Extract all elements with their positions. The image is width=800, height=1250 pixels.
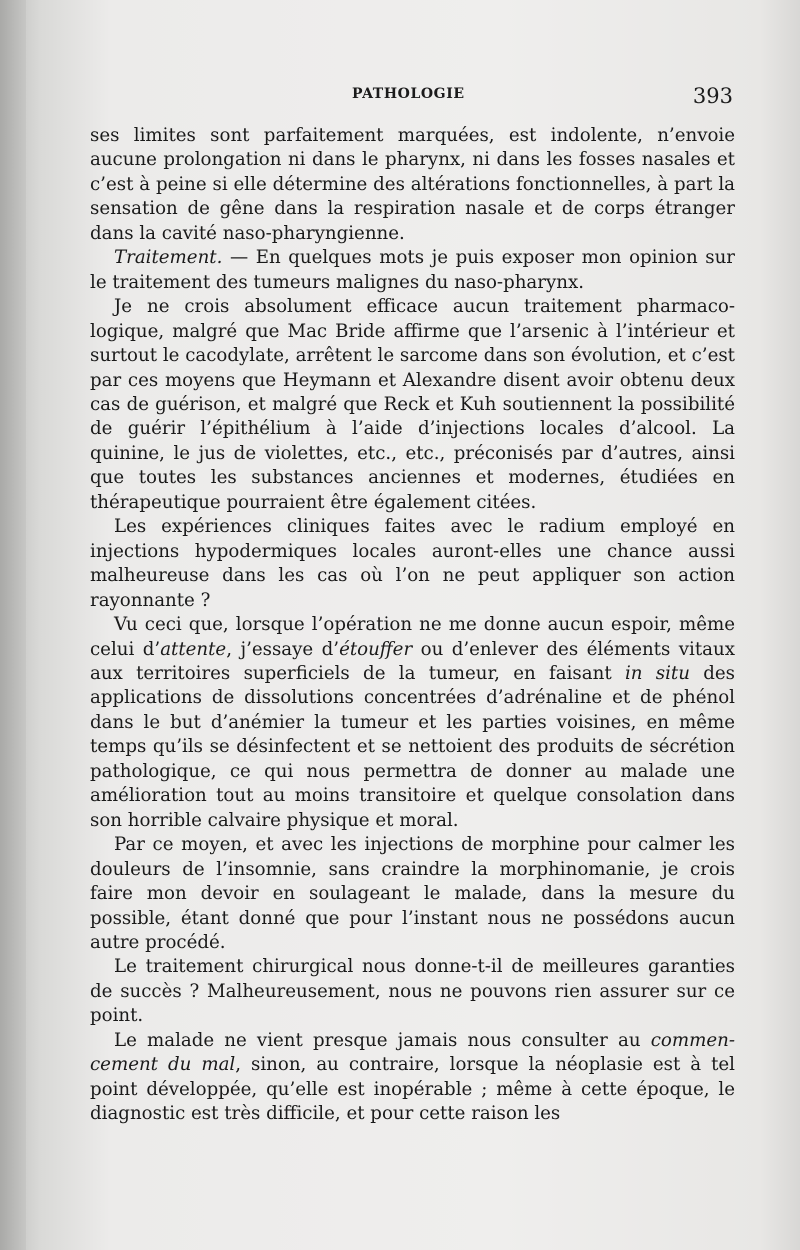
italic-text: commencement du mal	[90, 1029, 735, 1076]
text-run: , sinon, au contraire, lorsque la néoplasie est à tel point développée, qu’elle est inopérable ; même à cette époque, le diagnostic est très difficile, et pour cette raison les	[90, 1054, 735, 1125]
paragraph	[90, 955, 735, 1028]
text-run: — En quelques mots je puis exposer mon opinion sur le traitement des tumeurs malignes du naso-pharynx.	[90, 247, 735, 293]
text-run: , j’essaye d’	[226, 638, 340, 660]
page-number: 393	[692, 84, 733, 108]
text-run: des applications de dissolutions concentrées d’adrénaline et de phénol dans le but d’anémier la tumeur et les parties voisines, en même temps qu’ils se désinfectent et se nettoient des produits de sécrétion pathologique, ce qui nous permettra de donner au malade une amélioration tout au moins transitoire et quelque consolation dans son horrible calvaire physique et moral.	[90, 662, 735, 831]
paragraph	[90, 1029, 735, 1127]
italic-text: étouffer	[339, 638, 413, 660]
paragraph	[90, 124, 735, 246]
italic-text: attente	[160, 638, 227, 660]
page-header	[90, 80, 735, 116]
italic-text: in situ	[624, 662, 690, 684]
running-title: PATHOLOGIE	[352, 86, 465, 102]
text-run: ou d’enlever des éléments vitaux aux territoires superficiels de la tumeur, en faisant	[90, 638, 735, 684]
italic-text: Traitement.	[114, 247, 223, 269]
text-run: Les expériences cliniques faites avec le radium employé en injections hypodermiques locales auront-elles une chance aussi malheureuse dans les cas où l’on ne peut appliquer son action rayonnante ?	[90, 516, 735, 611]
body-text	[90, 124, 735, 1127]
text-run: Le traitement chirurgical nous donne-t-il de meilleures garanties de succès ? Malheureusement, nous ne pouvons rien assurer sur ce point.	[90, 956, 735, 1027]
binding-gutter	[0, 0, 26, 1250]
text-run: Je ne crois absolument efficace aucun traitement pharmacologique, malgré que Mac Bride affirme que l’arsenic à l’intérieur et surtout le cacodylate, arrêtent le sarcome dans son évolution, et c’est par ces moyens que Heymann et Alexandre disent avoir obtenu deux cas de guérison, et malgré que Reck et Kuh soutiennent la possibilité de guérir l’épithélium à l’aide d’injections locales d’alcool. La quinine, le jus de violettes, etc., etc., préconisés par d’autres, ainsi que toutes les substances anciennes et modernes, étudiées en thérapeutique pourraient être également citées.	[90, 296, 735, 513]
paragraph	[90, 515, 735, 613]
text-run: Par ce moyen, et avec les injections de morphine pour calmer les douleurs de l’insomnie, sans craindre la morphinomanie, je crois faire mon devoir en soulageant le malade, dans la mesure du possible, étant donné que pour l’instant nous ne possédons aucun autre procédé.	[90, 834, 735, 953]
paragraph	[90, 833, 735, 955]
paragraph	[90, 613, 735, 833]
text-run: ses limites sont parfaitement marquées, est indolente, n’envoie aucune prolongation ni dans le pharynx, ni dans les fosses nasales et c’est à peine si elle détermine des altérations fonctionnelles, à part la sensation de gêne dans la respiration nasale et de corps étranger dans la cavité naso-pharyngienne.	[90, 125, 735, 244]
text-run: Vu ceci que, lorsque l’opération ne me donne aucun espoir, même celui d’	[90, 614, 735, 660]
paragraph	[90, 295, 735, 515]
paragraph	[90, 246, 735, 295]
text-run: Le malade ne vient presque jamais nous consulter au	[114, 1029, 651, 1051]
